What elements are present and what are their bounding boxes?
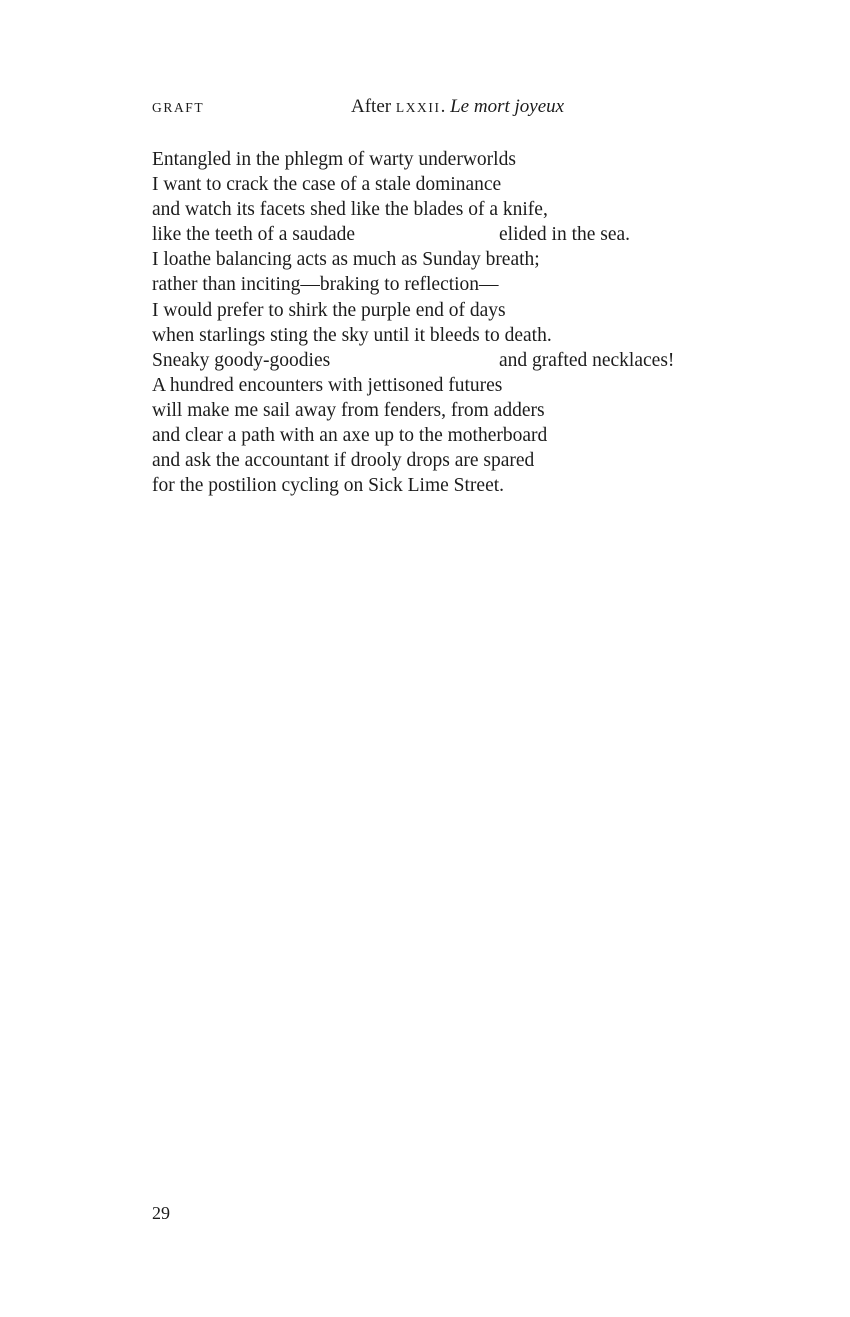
- poem-line-text-second-part: elided in the sea.: [499, 224, 631, 246]
- running-head: [152, 96, 712, 122]
- poem-line-text: I loathe balancing acts as much as Sunday breath;: [152, 249, 540, 271]
- poem-line: [152, 247, 732, 272]
- poem-title-italic: Le mort joyeux: [450, 96, 565, 117]
- poem-line-text: Sneaky goody-goodies: [152, 349, 331, 371]
- poem-line: [152, 147, 732, 172]
- poem-title-dot: .: [440, 96, 451, 117]
- poem-line-text: will make me sail away from fenders, from adders: [152, 399, 545, 421]
- poem-line-text: and clear a path with an axe up to the motherboard: [152, 425, 548, 447]
- poem-line-text: for the postilion cycling on Sick Lime Street.: [152, 475, 505, 497]
- poem-line-text: I want to crack the case of a stale dominance: [152, 174, 502, 196]
- poem-line: [152, 222, 732, 247]
- poem-line: [152, 172, 732, 197]
- poem-title-numeral: LXXII: [395, 100, 441, 115]
- poem-line: [152, 197, 732, 222]
- poem-line-text: Entangled in the phlegm of warty underworlds: [152, 149, 516, 170]
- poem-line: [152, 348, 732, 373]
- page-number: 29: [152, 1203, 170, 1223]
- book-title: GRAFT: [152, 100, 205, 115]
- poem-line-text: like the teeth of a saudade: [152, 224, 356, 246]
- poem-body: [152, 147, 732, 498]
- poem-line: [152, 298, 732, 323]
- poem-line-text-second-part: and grafted necklaces!: [499, 349, 675, 371]
- poem-line: [152, 398, 732, 423]
- poem-title-prefix: After: [351, 96, 396, 117]
- poem-line-text: I would prefer to shirk the purple end of days: [152, 299, 506, 321]
- poem-title: [351, 96, 564, 118]
- poem-line-text: and watch its facets shed like the blades of a knife,: [152, 199, 548, 221]
- poem-line: [152, 323, 732, 348]
- poem-line-text: rather than inciting—braking to reflection—: [152, 274, 499, 296]
- poem-line: [152, 272, 732, 297]
- poem-line-text: and ask the accountant if drooly drops are spared: [152, 450, 535, 472]
- poem-line-text: when starlings sting the sky until it bleeds to death.: [152, 324, 552, 346]
- poem-line: [152, 473, 732, 498]
- poem-line: [152, 373, 732, 398]
- poem-line: [152, 448, 732, 473]
- poem-line-text: A hundred encounters with jettisoned futures: [152, 374, 503, 396]
- poem-line: [152, 423, 732, 448]
